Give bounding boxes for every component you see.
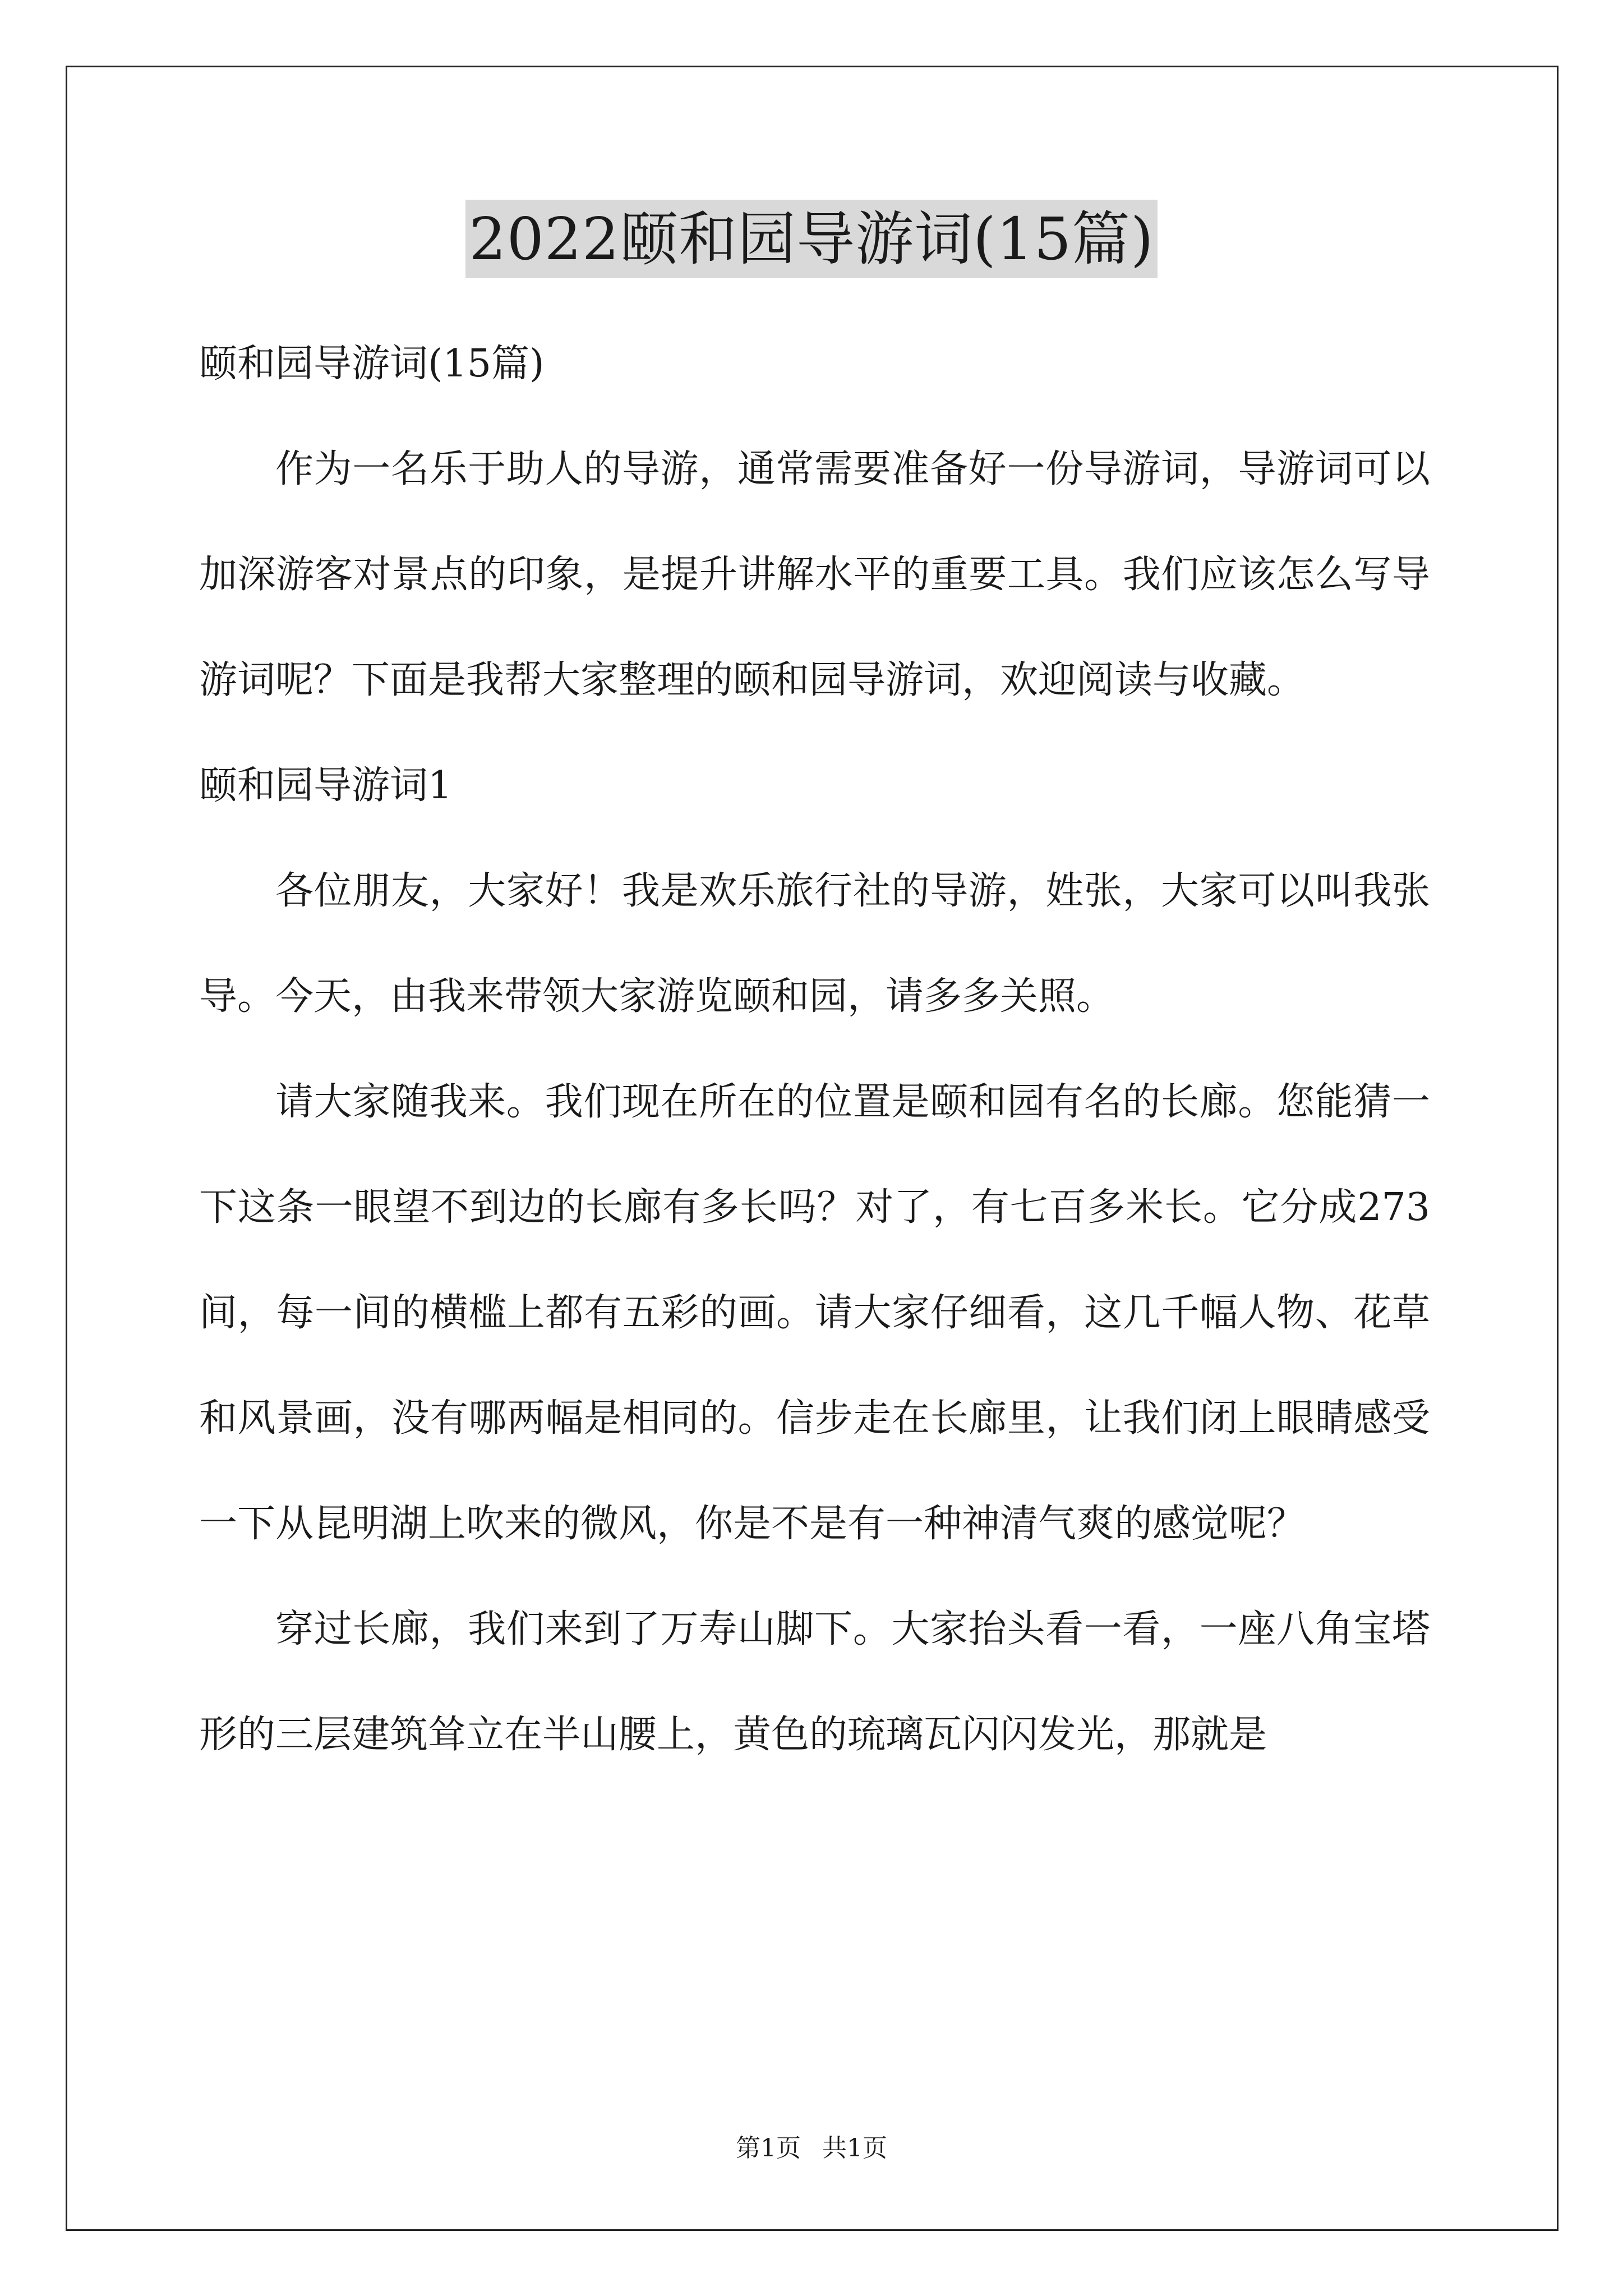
intro-paragraph: 作为一名乐于助人的导游，通常需要准备好一份导游词，导游词可以加深游客对景点的印象，是提升讲解水平的重要工具。我们应该怎么写导游词呢？下面是我帮大家整理的颐和园导游词，欢迎阅读与收藏。 [199, 447, 1430, 702]
document-title: 2022颐和园导游词(15篇) [465, 200, 1157, 278]
body-paragraph: 穿过长廊，我们来到了万寿山脚下。大家抬头看一看，一座八角宝塔形的三层建筑耸立在半山腰上，黄色的琉璃瓦闪闪发光，那就是 [199, 1607, 1430, 1757]
section-heading: 颐和园导游词1 [199, 763, 453, 808]
body-paragraph: 各位朋友，大家好！我是欢乐旅行社的导游，姓张，大家可以叫我张导。今天，由我来带领大家游览颐和园，请多多关照。 [199, 869, 1430, 1019]
document-body [199, 311, 1430, 1788]
page-footer [0, 2132, 1623, 2165]
page-number: 第1页 [736, 2134, 801, 2162]
body-paragraph: 请大家随我来。我们现在所在的位置是颐和园有名的长廊。您能猜一下这条一眼望不到边的长廊有多长吗？对了，有七百多米长。它分成273间，每一间的横槛上都有五彩的画。请大家仔细看，这几千幅人物、花草和风景画，没有哪两幅是相同的。信步走在长廊里，让我们闭上眼睛感受一下从昆明湖上吹来的微风，你是不是有一种神清气爽的感觉呢？ [199, 1080, 1430, 1546]
title-container [0, 200, 1623, 278]
document-subtitle: 颐和园导游词(15篇) [199, 342, 545, 386]
page-total: 共1页 [822, 2134, 887, 2162]
